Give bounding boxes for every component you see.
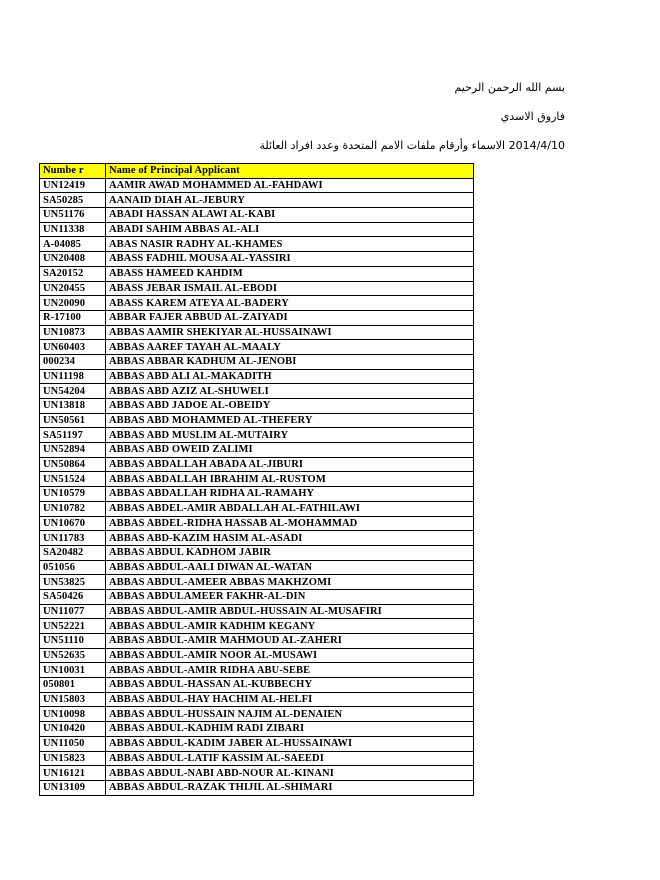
cell-applicant-name: ABBAS ABD-KAZIM HASIM AL-ASADI (106, 531, 474, 546)
cell-number: UN51176 (40, 208, 106, 223)
table-row (40, 281, 474, 296)
table-header (40, 164, 474, 179)
cell-number: UN10873 (40, 325, 106, 340)
table-row (40, 325, 474, 340)
table-row (40, 766, 474, 781)
table-row (40, 545, 474, 560)
table-row (40, 369, 474, 384)
cell-applicant-name: ABASS JEBAR ISMAIL AL-EBODI (106, 281, 474, 296)
cell-applicant-name: ABASS FADHIL MOUSA AL-YASSIRI (106, 252, 474, 267)
applicants-table (39, 163, 474, 796)
cell-applicant-name: ABBAS ABD ALI AL-MAKADITH (106, 369, 474, 384)
cell-number: UN52894 (40, 443, 106, 458)
cell-number: UN16121 (40, 766, 106, 781)
cell-number: UN10579 (40, 487, 106, 502)
cell-number: UN52221 (40, 619, 106, 634)
cell-applicant-name: ABADI HASSAN ALAWI AL-KABI (106, 208, 474, 223)
table-row (40, 457, 474, 472)
table-row (40, 413, 474, 428)
cell-applicant-name: ABBAS ABD MOHAMMED AL-THEFERY (106, 413, 474, 428)
table-row (40, 384, 474, 399)
cell-number: SA20482 (40, 545, 106, 560)
cell-number: UN52635 (40, 648, 106, 663)
cell-applicant-name: ABBAS ABD MUSLIM AL-MUTAIRY (106, 428, 474, 443)
table-row (40, 193, 474, 208)
cell-applicant-name: ABBAS ABDUL-AMIR MAHMOUD AL-ZAHERI (106, 634, 474, 649)
cell-applicant-name: ABASS HAMEED KAHDIM (106, 266, 474, 281)
table-row (40, 736, 474, 751)
cell-applicant-name: ABBAS ABD OWEID ZALIMI (106, 443, 474, 458)
cell-applicant-name: ABAS NASIR RADHY AL-KHAMES (106, 237, 474, 252)
table-row (40, 340, 474, 355)
cell-number: UN53825 (40, 575, 106, 590)
table-row (40, 692, 474, 707)
cell-applicant-name: ABBAS ABDUL-AMIR NOOR AL-MUSAWI (106, 648, 474, 663)
cell-applicant-name: ABBAS ABDUL-RAZAK THIJIL AL-SHIMARI (106, 780, 474, 795)
cell-applicant-name: ABBAS ABDUL-HUSSAIN NAJIM AL-DENAIEN (106, 707, 474, 722)
cell-applicant-name: ABBAS ABDUL-KADHIM RADI ZIBARI (106, 722, 474, 737)
cell-applicant-name: ABBAS ABDALLAH RIDHA AL-RAMAHY (106, 487, 474, 502)
cell-number: SA51197 (40, 428, 106, 443)
cell-number: UN11198 (40, 369, 106, 384)
cell-applicant-name: ABBAS ABDEL-RIDHA HASSAB AL-MOHAMMAD (106, 516, 474, 531)
table-row (40, 354, 474, 369)
table-body (40, 178, 474, 795)
cell-number: UN15803 (40, 692, 106, 707)
cell-number: UN10031 (40, 663, 106, 678)
table-row (40, 222, 474, 237)
table-row (40, 443, 474, 458)
cell-applicant-name: ABBAS ABDUL-KADIM JABER AL-HUSSAINAWI (106, 736, 474, 751)
cell-number: UN50561 (40, 413, 106, 428)
table-row (40, 472, 474, 487)
table-row (40, 604, 474, 619)
cell-number: UN60403 (40, 340, 106, 355)
document-header (145, 78, 565, 156)
table-row (40, 310, 474, 325)
cell-number: UN51110 (40, 634, 106, 649)
cell-number: UN10098 (40, 707, 106, 722)
cell-number: A-04085 (40, 237, 106, 252)
table-row (40, 707, 474, 722)
table-row (40, 252, 474, 267)
table-row (40, 399, 474, 414)
cell-number: 050801 (40, 678, 106, 693)
cell-number: UN15823 (40, 751, 106, 766)
cell-applicant-name: ABBAS ABDEL-AMIR ABDALLAH AL-FATHILAWI (106, 501, 474, 516)
table-row (40, 619, 474, 634)
cell-applicant-name: ABBAS ABDUL-LATIF KASSIM AL-SAEEDI (106, 751, 474, 766)
cell-number: SA50426 (40, 589, 106, 604)
cell-number: UN13109 (40, 780, 106, 795)
cell-number: UN10670 (40, 516, 106, 531)
cell-applicant-name: ABBAS ABDUL-AMIR RIDHA ABU-SEBE (106, 663, 474, 678)
table-row (40, 178, 474, 193)
cell-applicant-name: ABBAS AAMIR SHEKIYAR AL-HUSSAINAWI (106, 325, 474, 340)
cell-applicant-name: ABBAS AAREF TAYAH AL-MAALY (106, 340, 474, 355)
cell-number: SA20152 (40, 266, 106, 281)
cell-number: UN50864 (40, 457, 106, 472)
document-title: الاسماء وأرقام ملفات الامم المتحدة وعدد افراد العائلة (259, 139, 506, 152)
cell-applicant-name: ABBAS ABD JADOE AL-OBEIDY (106, 399, 474, 414)
cell-number: UN10782 (40, 501, 106, 516)
table-row (40, 487, 474, 502)
cell-applicant-name: ABBAR FAJER ABBUD AL-ZAIYADI (106, 310, 474, 325)
table-row (40, 663, 474, 678)
table-row (40, 751, 474, 766)
cell-applicant-name: ABBAS ABDALLAH IBRAHIM AL-RUSTOM (106, 472, 474, 487)
cell-applicant-name: ABBAS ABD AZIZ AL-SHUWELI (106, 384, 474, 399)
table-row (40, 296, 474, 311)
cell-applicant-name: ABBAS ABDUL-AALI DIWAN AL-WATAN (106, 560, 474, 575)
table-row (40, 208, 474, 223)
cell-applicant-name: ABBAS ABDUL-HASSAN AL-KUBBECHY (106, 678, 474, 693)
cell-number: SA50285 (40, 193, 106, 208)
column-header-number: Numbe r (40, 164, 106, 179)
cell-number: UN20090 (40, 296, 106, 311)
table-row (40, 237, 474, 252)
document-date: 2014/4/10 (508, 139, 565, 152)
table-row (40, 648, 474, 663)
table-row (40, 560, 474, 575)
table-row (40, 634, 474, 649)
cell-applicant-name: ABBAS ABDUL-HAY HACHIM AL-HELFI (106, 692, 474, 707)
cell-applicant-name: ABASS KAREM ATEYA AL-BADERY (106, 296, 474, 311)
cell-number: UN51524 (40, 472, 106, 487)
table-row (40, 780, 474, 795)
cell-number: 051056 (40, 560, 106, 575)
cell-number: UN11338 (40, 222, 106, 237)
cell-applicant-name: ABBAS ABBAR KADHUM AL-JENOBI (106, 354, 474, 369)
cell-number: UN10420 (40, 722, 106, 737)
cell-applicant-name: AANAID DIAH AL-JEBURY (106, 193, 474, 208)
table-row (40, 678, 474, 693)
cell-applicant-name: ABADI SAHIM ABBAS AL-ALI (106, 222, 474, 237)
cell-applicant-name: ABBAS ABDULAMEER FAKHR-AL-DIN (106, 589, 474, 604)
author-line: فاروق الاسدي (500, 110, 565, 123)
table-row (40, 722, 474, 737)
cell-applicant-name: ABBAS ABDUL-AMIR ABDUL-HUSSAIN AL-MUSAFIRI (106, 604, 474, 619)
cell-number: UN12419 (40, 178, 106, 193)
cell-number: UN20455 (40, 281, 106, 296)
basmala-line: بسم الله الرحمن الرحيم (454, 81, 565, 94)
table-row (40, 531, 474, 546)
table-header-row (40, 164, 474, 179)
title-line (145, 136, 565, 156)
cell-number: UN20408 (40, 252, 106, 267)
column-header-name: Name of Principal Applicant (106, 164, 474, 179)
cell-applicant-name: ABBAS ABDUL-AMEER ABBAS MAKHZOMI (106, 575, 474, 590)
cell-number: UN54204 (40, 384, 106, 399)
cell-applicant-name: AAMIR AWAD MOHAMMED AL-FAHDAWI (106, 178, 474, 193)
cell-applicant-name: ABBAS ABDUL KADHOM JABIR (106, 545, 474, 560)
cell-number: UN11783 (40, 531, 106, 546)
table-row (40, 501, 474, 516)
cell-number: R-17100 (40, 310, 106, 325)
table-row (40, 589, 474, 604)
cell-applicant-name: ABBAS ABDUL-NABI ABD-NOUR AL-KINANI (106, 766, 474, 781)
cell-number: UN11050 (40, 736, 106, 751)
table-row (40, 516, 474, 531)
cell-number: 000234 (40, 354, 106, 369)
cell-applicant-name: ABBAS ABDALLAH ABADA AL-JIBURI (106, 457, 474, 472)
table-row (40, 266, 474, 281)
cell-number: UN11077 (40, 604, 106, 619)
cell-applicant-name: ABBAS ABDUL-AMIR KADHIM KEGANY (106, 619, 474, 634)
table-row (40, 575, 474, 590)
table-row (40, 428, 474, 443)
cell-number: UN13818 (40, 399, 106, 414)
